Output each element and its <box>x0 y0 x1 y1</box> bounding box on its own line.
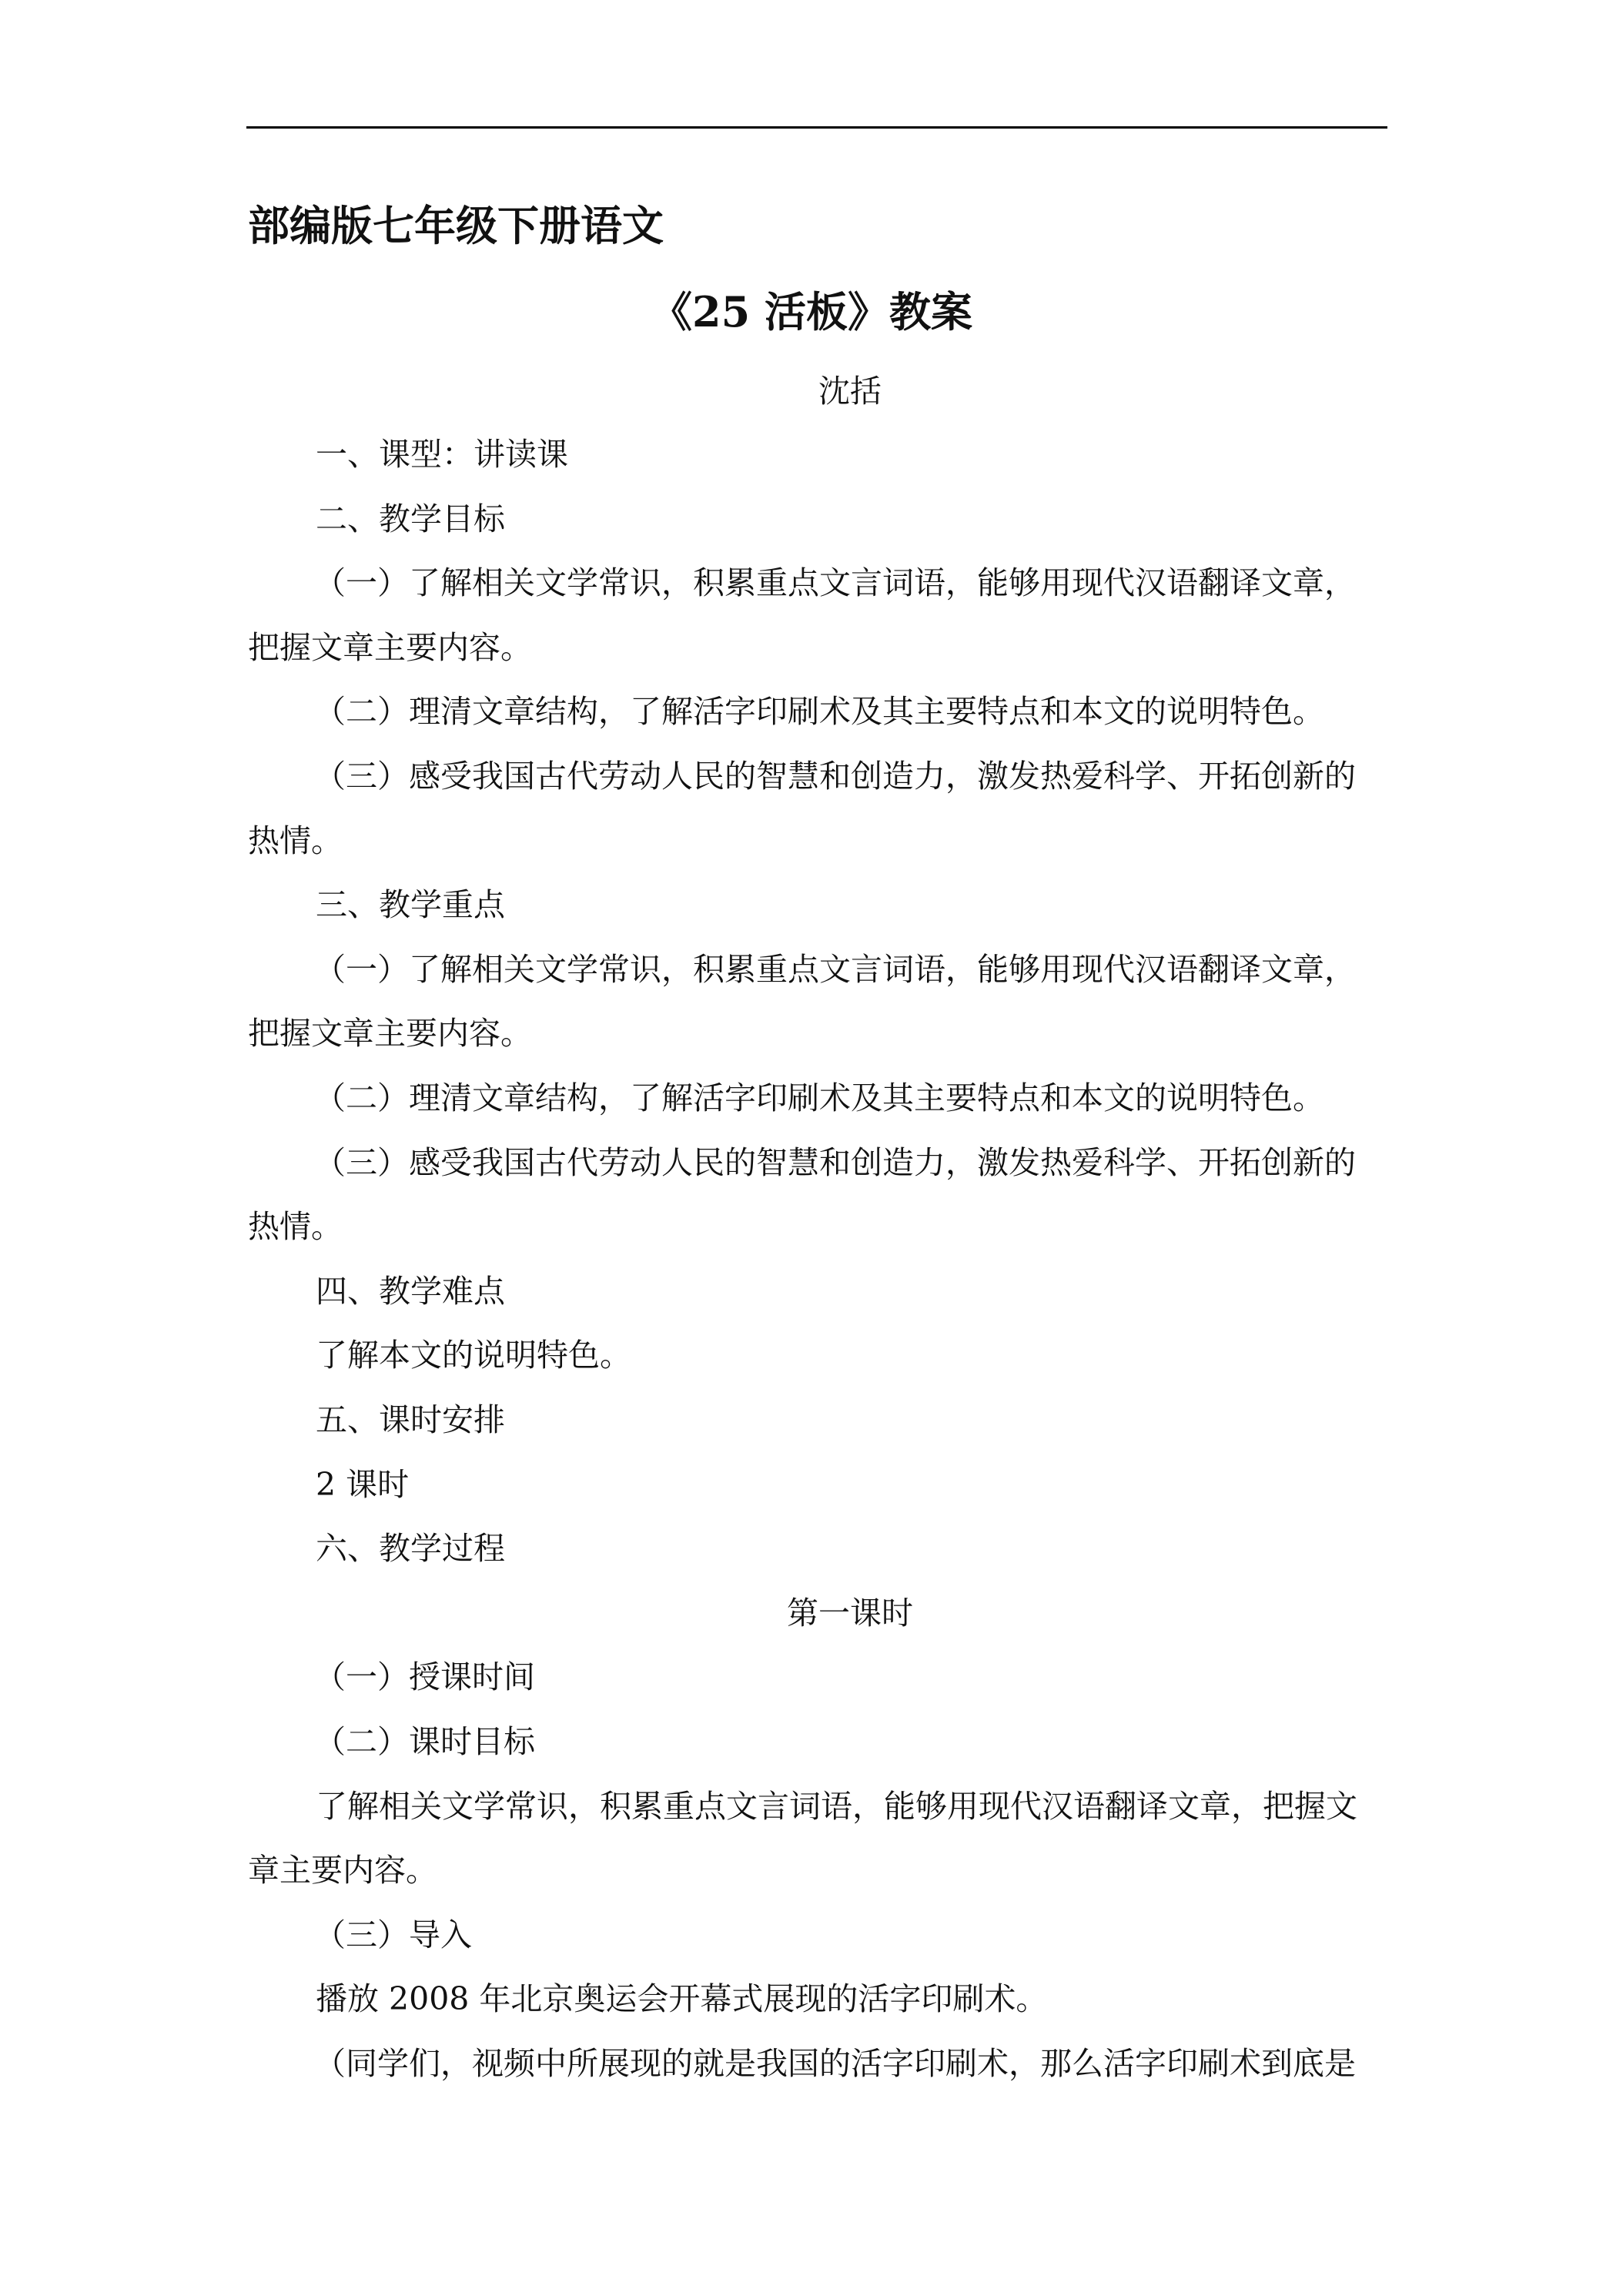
body-line: 章主要内容。 <box>248 1852 437 1889</box>
body-line: 四、教学难点 <box>316 1273 505 1310</box>
body-line: （二）课时目标 <box>314 1723 535 1760</box>
header-rule <box>246 126 1387 129</box>
body-line: 把握文章主要内容。 <box>248 1015 532 1052</box>
body-line: 2 课时 <box>316 1466 410 1503</box>
section-subheading: 第一课时 <box>787 1595 913 1632</box>
body-line: （同学们，视频中所展现的就是我国的活字印刷术，那么活字印刷术到底是 <box>314 2045 1356 2082</box>
body-line: 了解相关文学常识，积累重点文言词语，能够用现代汉语翻译文章，把握文 <box>316 1788 1357 1825</box>
body-line: 六、教学过程 <box>316 1530 505 1567</box>
body-line: （一）授课时间 <box>314 1658 535 1695</box>
body-line: 热情。 <box>248 822 343 859</box>
body-line: （三）感受我国古代劳动人民的智慧和创造力，激发热爱科学、开拓创新的 <box>314 1144 1356 1181</box>
body-line: （一）了解相关文学常识，积累重点文言词语，能够用现代汉语翻译文章， <box>314 564 1356 601</box>
document-title: 《25 活板》教案 <box>651 287 972 336</box>
body-line: 三、教学重点 <box>316 886 505 923</box>
body-line: （一）了解相关文学常识，积累重点文言词语，能够用现代汉语翻译文章， <box>314 951 1356 988</box>
body-line: 播放 2008 年北京奥运会开幕式展现的活字印刷术。 <box>316 1980 1048 2017</box>
body-line: 五、课时安排 <box>316 1401 505 1438</box>
document-heading: 部编版七年级下册语文 <box>248 201 664 250</box>
body-line: 把握文章主要内容。 <box>248 629 532 666</box>
body-line: （二）理清文章结构，了解活字印刷术及其主要特点和本文的说明特色。 <box>314 1079 1324 1116</box>
author-name: 沈括 <box>818 373 882 410</box>
body-line: （三）导入 <box>314 1916 472 1953</box>
body-line: 了解本文的说明特色。 <box>316 1337 631 1374</box>
body-line: 一、课型：讲读课 <box>316 436 568 473</box>
body-line: 二、教学目标 <box>316 500 505 537</box>
body-line: （三）感受我国古代劳动人民的智慧和创造力，激发热爱科学、开拓创新的 <box>314 758 1356 795</box>
body-line: 热情。 <box>248 1208 343 1245</box>
body-line: （二）理清文章结构，了解活字印刷术及其主要特点和本文的说明特色。 <box>314 693 1324 730</box>
